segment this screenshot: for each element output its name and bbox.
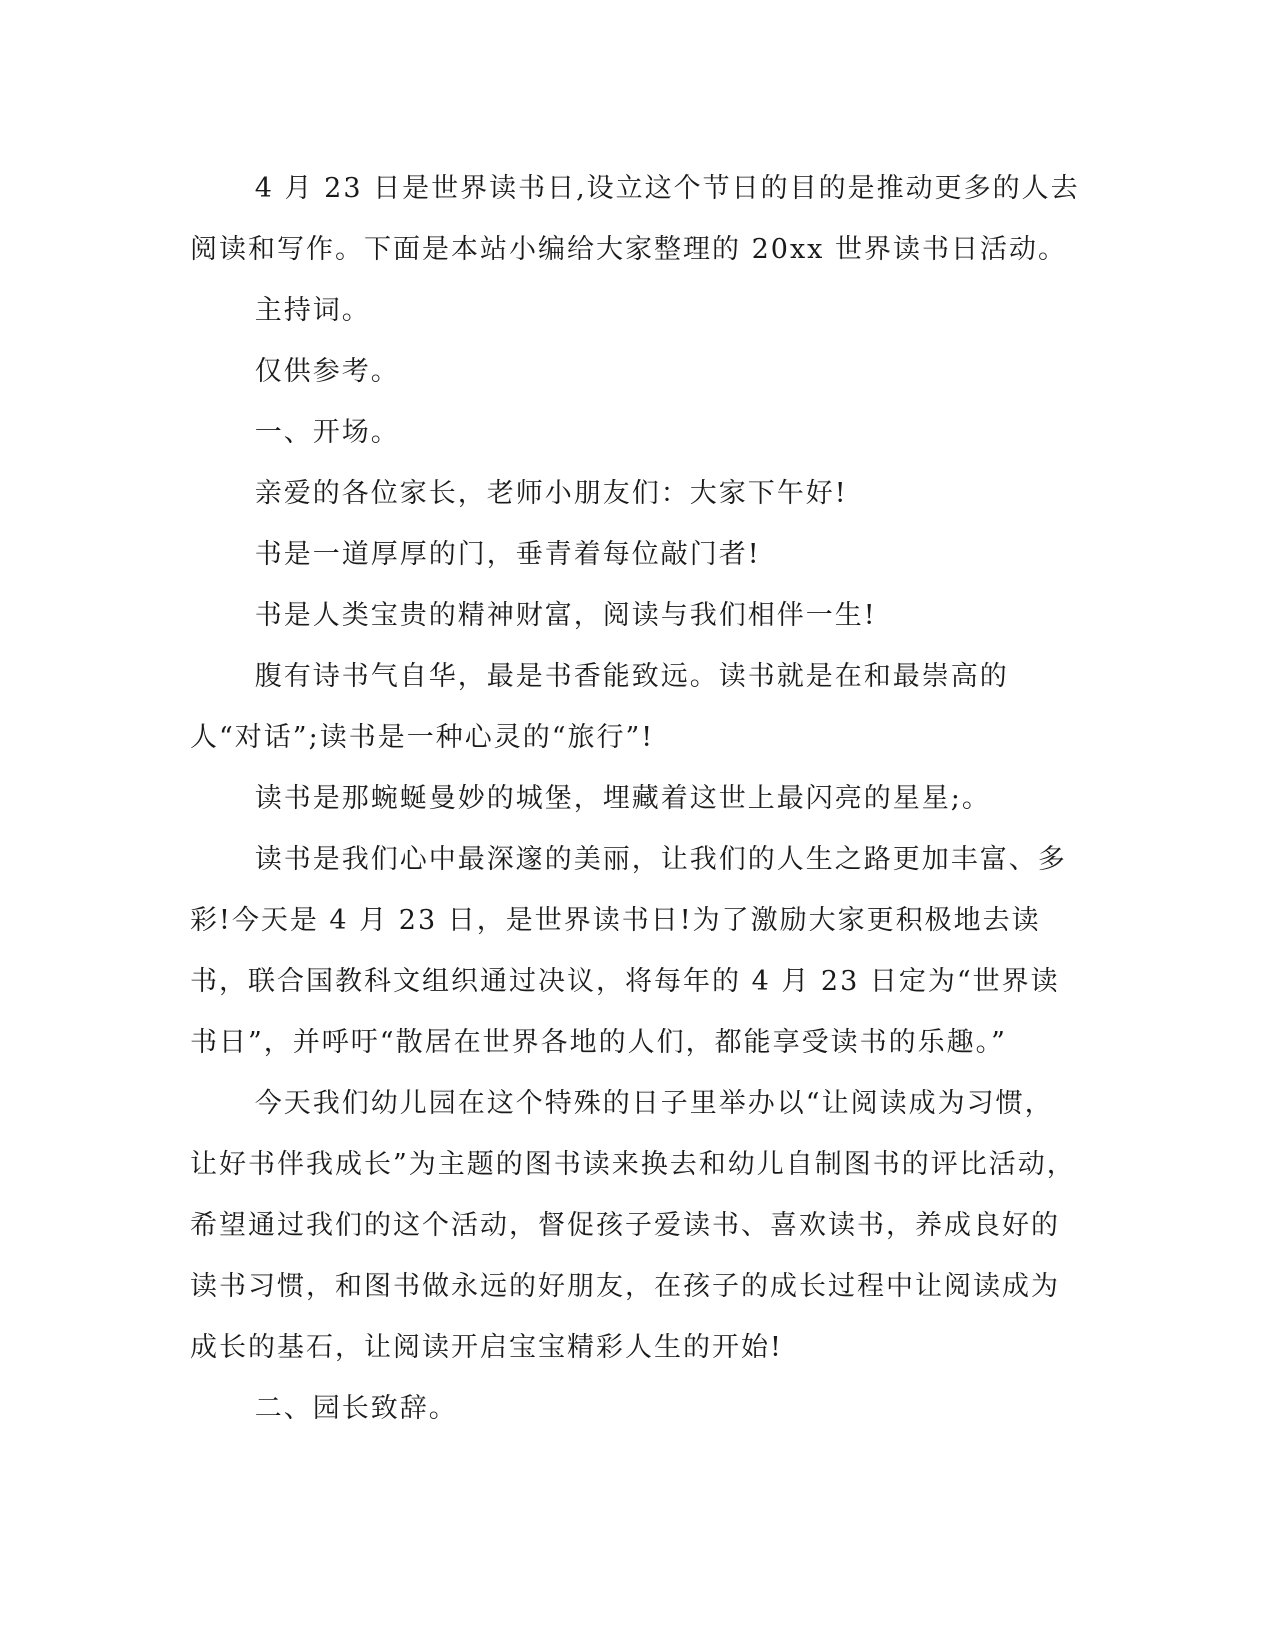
paragraph-book-castle: 读书是那蜿蜒曼妙的城堡，埋藏着这世上最闪亮的星星;。 xyxy=(254,783,991,814)
paragraph-kindergarten-activity: 今天我们幼儿园在这个特殊的日子里举办以“让阅读成为习惯，让好书伴我成长”为主题的图书读来换去和幼儿自制图书的评比活动，希望通过我们的这个活动，督促孩子爱读书、喜欢读书，养成良好的读书习惯，和图书做永远的好朋友，在孩子的成长过程中让阅读成为成长的基石，让阅读开启宝宝精彩人生的开始! xyxy=(190,1088,1076,1363)
section-heading-opening: 一、开场。 xyxy=(254,417,400,448)
paragraph-world-book-day: 读书是我们心中最深邃的美丽，让我们的人生之路更加丰富、多彩!今天是 4 月 23 日，是世界读书日!为了激励大家更积极地去读书，联合国教科文组织通过决议，将每年的 4 月 23 日定为“世界读书日”，并呼吁“散居在世界各地的人们，都能享受读书的乐趣。” xyxy=(190,844,1067,1058)
paragraph-reference-only: 仅供参考。 xyxy=(254,356,400,387)
paragraph-greeting: 亲爱的各位家长，老师小朋友们：大家下午好! xyxy=(254,478,848,509)
paragraph-book-wealth: 书是人类宝贵的精神财富，阅读与我们相伴一生! xyxy=(254,600,877,631)
paragraph-host-words: 主持词。 xyxy=(254,295,371,326)
paragraph-book-dialogue: 腹有诗书气自华，最是书香能致远。读书就是在和最崇高的人“对话”;读书是一种心灵的“旅行”! xyxy=(190,661,1009,753)
section-heading-principal-speech: 二、园长致辞。 xyxy=(254,1393,458,1424)
document-body xyxy=(190,158,1080,1439)
paragraph-book-door: 书是一道厚厚的门，垂青着每位敲门者! xyxy=(254,539,761,570)
paragraph-intro: 4 月 23 日是世界读书日,设立这个节日的目的是推动更多的人去阅读和写作。下面是本站小编给大家整理的 20xx 世界读书日活动。 xyxy=(190,173,1080,265)
